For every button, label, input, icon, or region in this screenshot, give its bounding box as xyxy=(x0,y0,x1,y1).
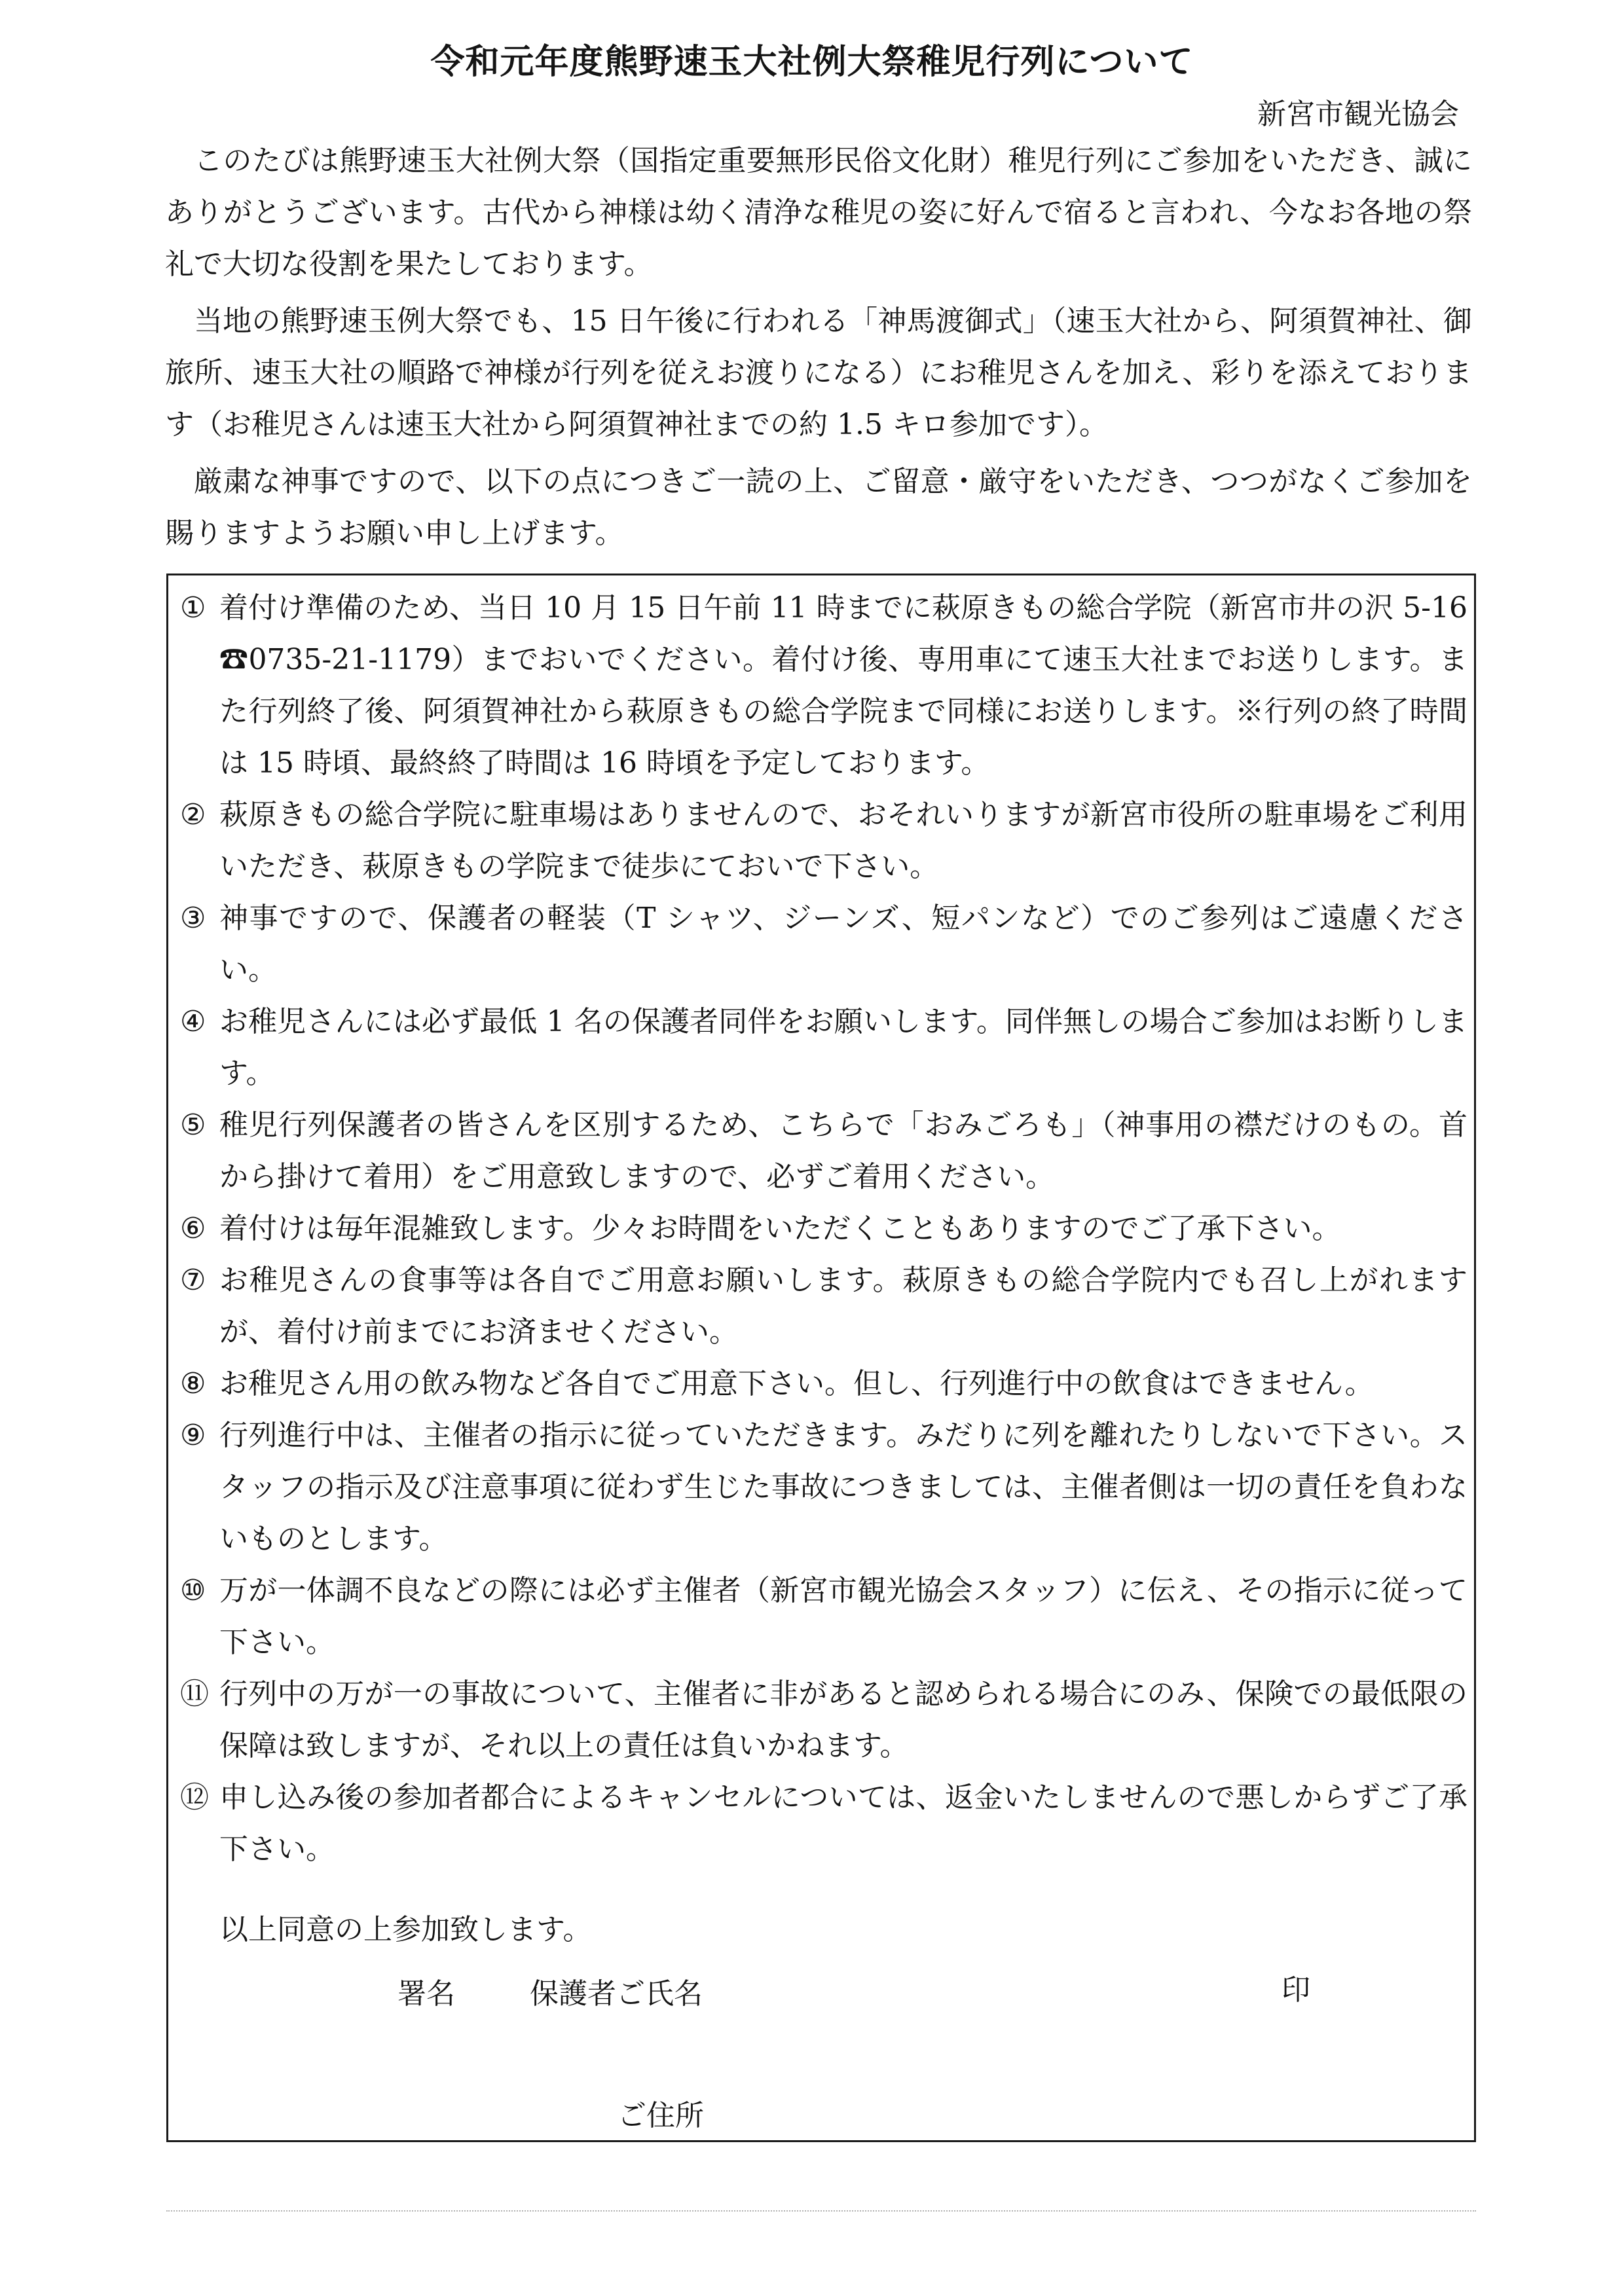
rule-item xyxy=(180,996,1467,1099)
rule-number: ⑨ xyxy=(180,1419,206,1452)
signature-label: 署名 xyxy=(397,1977,455,2011)
rule-text: お稚児さんの食事等は各自でご用意お願いします。萩原きもの総合学院内でも召し上がれますが、着付け前までにお済ませください。 xyxy=(219,1264,1467,1349)
rule-item xyxy=(180,1203,1467,1254)
rule-text: 神事ですので、保護者の軽装（T シャツ、ジーンズ、短パンなど）でのご参列はご遠慮ください。 xyxy=(219,902,1467,987)
rule-number: ⑤ xyxy=(180,1108,206,1142)
rule-number: ⑪ xyxy=(180,1677,209,1711)
rule-number: ③ xyxy=(180,902,206,935)
rule-text: お稚児さんには必ず最低 1 名の保護者同伴をお願いします。同伴無しの場合ご参加はお断りします。 xyxy=(219,1005,1467,1090)
rule-number: ② xyxy=(180,798,206,831)
intro-paragraph: 厳粛な神事ですので、以下の点につきご一読の上、ご留意・厳守をいただき、つつがなくご参加を賜りますようお願い申し上げます。 xyxy=(165,465,1472,550)
rule-number: ⑥ xyxy=(180,1212,206,1245)
rule-item xyxy=(180,1410,1467,1565)
organization-name: 新宮市観光協会 xyxy=(1257,98,1459,131)
guardian-name-field[interactable]: 保護者ご氏名 xyxy=(530,1977,703,2011)
rule-number: ④ xyxy=(180,1005,206,1038)
rule-text: 着付け準備のため、当日 10 月 15 日午前 11 時までに萩原きもの総合学院（新宮市井の沢 5-16 ☎0735-21-1179）までおいでください。着付け後、専用車にて速玉大社までお送りします。また行列終了後、阿須賀神社から萩原きもの総合学院まで同様にお送りします。※行列の終了時間は 15 時頃、最終終了時間は 16 時頃を予定しております。 xyxy=(219,591,1496,780)
bottom-divider xyxy=(166,2210,1476,2212)
rules-list xyxy=(180,582,1496,1875)
rule-item xyxy=(180,1099,1467,1203)
rule-item xyxy=(180,1565,1467,1668)
rule-text: 万が一体調不良などの際には必ず主催者（新宮市観光協会スタッフ）に伝え、その指示に従って下さい。 xyxy=(219,1574,1467,1659)
document-title: 令和元年度熊野速玉大社例大祭稚児行列について xyxy=(430,42,1194,82)
rule-item xyxy=(180,1254,1467,1358)
rule-text: お稚児さん用の飲み物など各自でご用意下さい。但し、行列進行中の飲食はできません。 xyxy=(219,1367,1374,1400)
rule-text: 着付けは毎年混雑致します。少々お時間をいただくこともありますのでご了承下さい。 xyxy=(219,1212,1341,1245)
rule-item xyxy=(180,1772,1467,1875)
address-field[interactable]: ご住所 xyxy=(618,2099,704,2132)
agreement-statement: 以上同意の上参加致します。 xyxy=(219,1913,592,1946)
rule-number: ⑦ xyxy=(180,1264,206,1297)
rule-item xyxy=(180,1358,1467,1410)
rules-box xyxy=(166,574,1496,2142)
rule-number: ⑫ xyxy=(180,1781,209,1814)
intro-paragraph: このたびは熊野速玉大社例大祭（国指定重要無形民俗文化財）稚児行列にご参加をいただき、誠にありがとうございます。古代から神様は幼く清浄な稚児の姿に好んで宿ると言われ、今なお各地の祭礼で大切な役割を果たしております。 xyxy=(165,144,1472,281)
rule-text: 稚児行列保護者の皆さんを区別するため、こちらで「おみごろも」（神事用の襟だけのもの。首から掛けて着用）をご用意致しますので、必ずご着用ください。 xyxy=(219,1108,1467,1194)
rule-text: 萩原きもの総合学院に駐車場はありませんので、おそれいりますが新宮市役所の駐車場をご利用いただき、萩原きもの学院まで徒歩にておいで下さい。 xyxy=(219,798,1467,883)
rule-item xyxy=(180,892,1467,996)
rule-item xyxy=(180,1668,1467,1772)
rule-text: 申し込み後の参加者都合によるキャンセルについては、返金いたしませんので悪しからずご了承下さい。 xyxy=(219,1781,1467,1866)
rule-item xyxy=(180,789,1467,892)
rule-number: ⑧ xyxy=(180,1367,206,1400)
rule-text: 行列中の万が一の事故について、主催者に非があると認められる場合にのみ、保険での最低限の保障は致しますが、それ以上の責任は負いかねます。 xyxy=(219,1677,1467,1762)
intro-section xyxy=(165,135,1472,564)
rule-item xyxy=(180,582,1496,789)
rule-number: ① xyxy=(180,591,206,625)
rule-number: ⑩ xyxy=(180,1574,206,1607)
rule-text: 行列進行中は、主催者の指示に従っていただきます。みだりに列を離れたりしないで下さい。スタッフの指示及び注意事項に従わず生じた事故につきましては、主催者側は一切の責任を負わないものとします。 xyxy=(219,1419,1467,1556)
seal-mark: 印 xyxy=(1282,1973,1310,2007)
intro-paragraph: 当地の熊野速玉例大祭でも、15 日午後に行われる「神馬渡御式」（速玉大社から、阿須賀神社、御旅所、速玉大社の順路で神様が行列を従えお渡りになる）にお稚児さんを加え、彩りを添えております（お稚児さんは速玉大社から阿須賀神社までの約 1.5 キロ参加です）。 xyxy=(165,304,1472,441)
